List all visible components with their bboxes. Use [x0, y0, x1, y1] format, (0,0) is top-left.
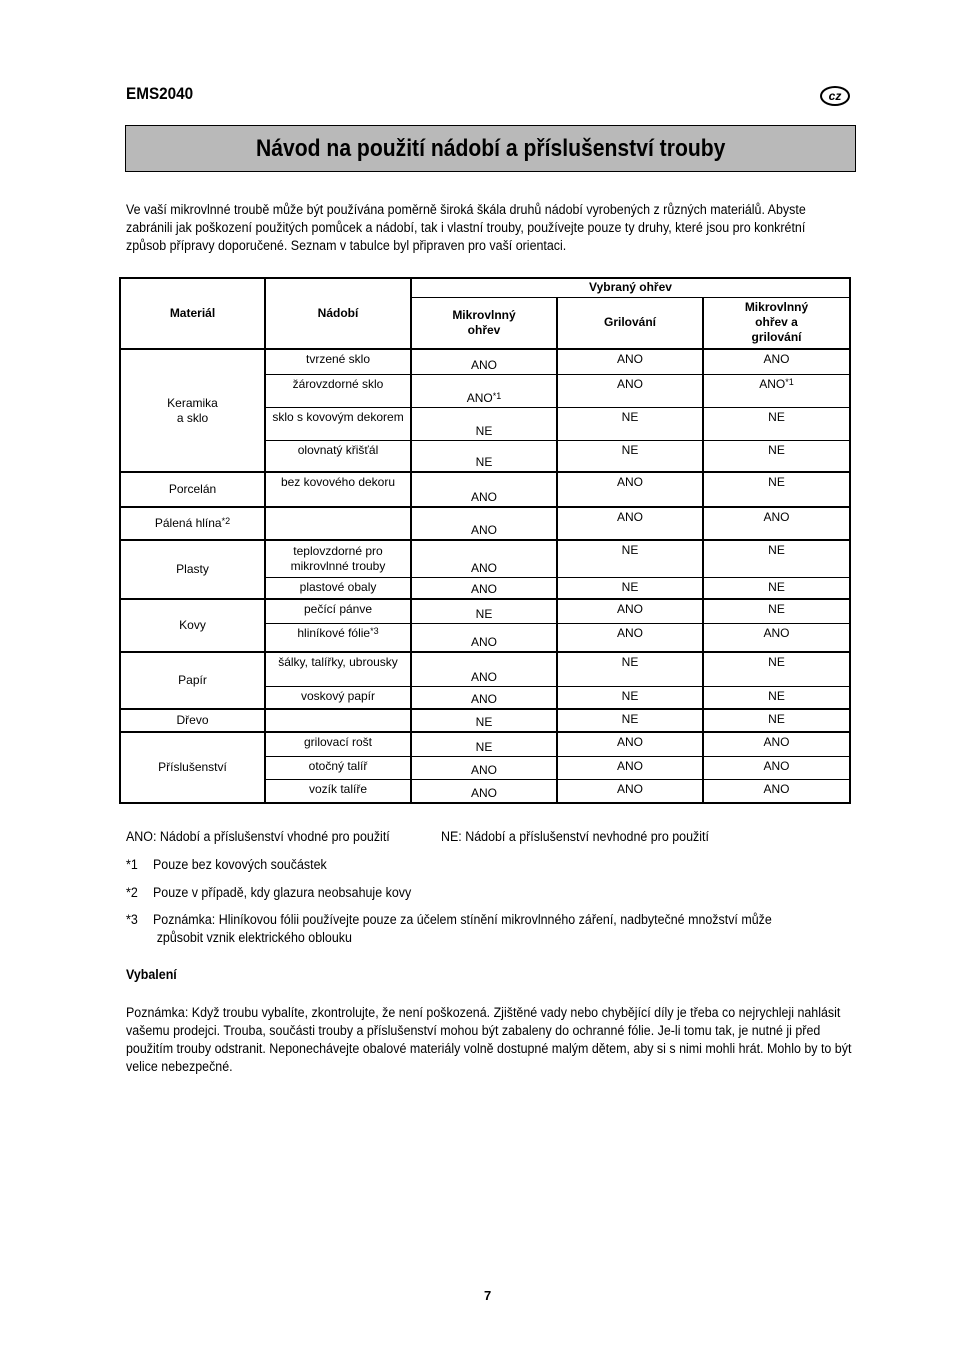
- grill-cell: ANO: [557, 779, 703, 803]
- table-row: [120, 652, 850, 686]
- grill-cell: NE: [557, 652, 703, 686]
- dish-cell: bez kovového dekoru: [265, 472, 411, 507]
- dish-cell: teplovzdorné pro mikrovlnné trouby: [265, 540, 411, 577]
- legend-ne: NE: Nádobí a příslušenství nevhodné pro použití: [441, 829, 709, 844]
- table-row: [120, 709, 850, 732]
- micro-cell: ANO: [411, 756, 557, 779]
- unpacking-note: Poznámka: Když troubu vybalíte, zkontrolujte, že není poškozená. Zjištěné vady nebo chybějící díly je třeba co nejrychleji nahlásit vašemu prodejci. Trouba, součásti trouby a příslušenství mohou být zabaleny do ochranné fólie. Je-li tomu tak, je nutné ji před použitím trouby odstranit. Neponechávejte obalové materiály volně dostupné malým dětem, aby si s nimi mohli hrát. Mohlo by to být velice nebezpečné.: [126, 1005, 852, 1074]
- micro-cell: NE: [411, 709, 557, 732]
- dish-cell: tvrzené sklo: [265, 349, 411, 374]
- dish-cell: grilovací rošt: [265, 732, 411, 756]
- grill-cell: ANO: [557, 374, 703, 407]
- micro-cell: ANO$^{*1}$: [411, 374, 557, 407]
- dish-cell: voskový papír: [265, 686, 411, 709]
- combo-cell: NE: [703, 577, 850, 599]
- header-combo: Mikrovlnný ohřev a grilování: [703, 297, 850, 349]
- combo-cell: NE: [703, 407, 850, 440]
- header-material: Materiál: [120, 278, 265, 349]
- combo-cell: ANO: [703, 507, 850, 540]
- material-cell: Pálená hlína$^{*2}$: [120, 507, 265, 540]
- footnote-3: *3 Poznámka: Hliníkovou fólii používejte pouze za účelem stínění mikrovlnného záření, nadbytečné množství může způsobit vznik elektrického oblouku: [126, 912, 772, 945]
- combo-cell: NE: [703, 652, 850, 686]
- material-cell: Papír: [120, 652, 265, 709]
- micro-cell: ANO: [411, 472, 557, 507]
- dish-cell: hliníkové fólie$^{*3}$: [265, 623, 411, 652]
- combo-cell: ANO: [703, 756, 850, 779]
- dish-cell: [265, 507, 411, 540]
- cookware-table: [119, 277, 851, 804]
- header-grill: Grilování: [557, 297, 703, 349]
- dish-cell: plastové obaly: [265, 577, 411, 599]
- legend-ano: ANO: Nádobí a příslušenství vhodné pro použití: [126, 829, 390, 844]
- combo-cell: ANO$^{*1}$: [703, 374, 850, 407]
- table-body: [120, 349, 850, 803]
- grill-cell: NE: [557, 686, 703, 709]
- combo-cell: NE: [703, 686, 850, 709]
- language-badge: cz: [820, 86, 850, 106]
- header-micro: Mikrovlnný ohřev: [411, 297, 557, 349]
- dish-cell: pečící pánve: [265, 599, 411, 623]
- micro-cell: ANO: [411, 652, 557, 686]
- micro-cell: ANO: [411, 540, 557, 577]
- unpacking-heading: Vybalení: [126, 967, 177, 982]
- dish-cell: [265, 709, 411, 732]
- material-cell: Keramika a sklo: [120, 349, 265, 472]
- micro-cell: NE: [411, 440, 557, 472]
- grill-cell: NE: [557, 407, 703, 440]
- combo-cell: NE: [703, 440, 850, 472]
- grill-cell: ANO: [557, 756, 703, 779]
- page-number: 7: [484, 1288, 492, 1303]
- grill-cell: NE: [557, 709, 703, 732]
- micro-cell: ANO: [411, 507, 557, 540]
- table-row: [120, 732, 850, 756]
- grill-cell: NE: [557, 540, 703, 577]
- grill-cell: ANO: [557, 623, 703, 652]
- model-name: EMS2040: [126, 84, 194, 103]
- combo-cell: ANO: [703, 349, 850, 374]
- grill-cell: ANO: [557, 349, 703, 374]
- material-cell: Dřevo: [120, 709, 265, 732]
- dish-cell: žárovzdorné sklo: [265, 374, 411, 407]
- table-row: [120, 472, 850, 507]
- combo-cell: ANO: [703, 732, 850, 756]
- material-cell: Příslušenství: [120, 732, 265, 803]
- dish-cell: šálky, talířky, ubrousky: [265, 652, 411, 686]
- header-dish: Nádobí: [265, 278, 411, 349]
- table-row: [120, 540, 850, 577]
- material-cell: Kovy: [120, 599, 265, 652]
- footnote-1: *1 Pouze bez kovových součástek: [126, 857, 327, 872]
- combo-cell: ANO: [703, 623, 850, 652]
- dish-cell: vozík talíře: [265, 779, 411, 803]
- micro-cell: NE: [411, 407, 557, 440]
- dish-cell: sklo s kovovým dekorem: [265, 407, 411, 440]
- grill-cell: ANO: [557, 599, 703, 623]
- table-row: [120, 599, 850, 623]
- material-cell: Plasty: [120, 540, 265, 599]
- micro-cell: NE: [411, 599, 557, 623]
- grill-cell: ANO: [557, 732, 703, 756]
- micro-cell: ANO: [411, 779, 557, 803]
- grill-cell: ANO: [557, 507, 703, 540]
- micro-cell: NE: [411, 732, 557, 756]
- micro-cell: ANO: [411, 623, 557, 652]
- micro-cell: ANO: [411, 349, 557, 374]
- material-cell: Porcelán: [120, 472, 265, 507]
- combo-cell: NE: [703, 472, 850, 507]
- title-banner: [125, 125, 856, 172]
- grill-cell: NE: [557, 440, 703, 472]
- dish-cell: otočný talíř: [265, 756, 411, 779]
- intro-paragraph: Ve vaší mikrovlnné troubě může být používána poměrně široká škála druhů nádobí vyrobených z různých materiálů. Abyste zabránili jak poškození použitých pomůcek a nádobí, tak i vlastní trouby, používejte pouze ty druhy, které jsou pro konkrétní způsob přípravy doporučené. Seznam v tabulce byl připraven pro vaší orientaci.: [126, 202, 806, 253]
- micro-cell: ANO: [411, 577, 557, 599]
- header-heating-group: Vybraný ohřev: [411, 278, 850, 297]
- table-row: [120, 349, 850, 374]
- grill-cell: NE: [557, 577, 703, 599]
- grill-cell: ANO: [557, 472, 703, 507]
- combo-cell: NE: [703, 540, 850, 577]
- combo-cell: NE: [703, 709, 850, 732]
- dish-cell: olovnatý křišťál: [265, 440, 411, 472]
- table-row: [120, 507, 850, 540]
- micro-cell: ANO: [411, 686, 557, 709]
- footnote-2: *2 Pouze v případě, kdy glazura neobsahuje kovy: [126, 885, 412, 900]
- page-title: Návod na použití nádobí a příslušenství trouby: [255, 134, 726, 162]
- combo-cell: ANO: [703, 779, 850, 803]
- combo-cell: NE: [703, 599, 850, 623]
